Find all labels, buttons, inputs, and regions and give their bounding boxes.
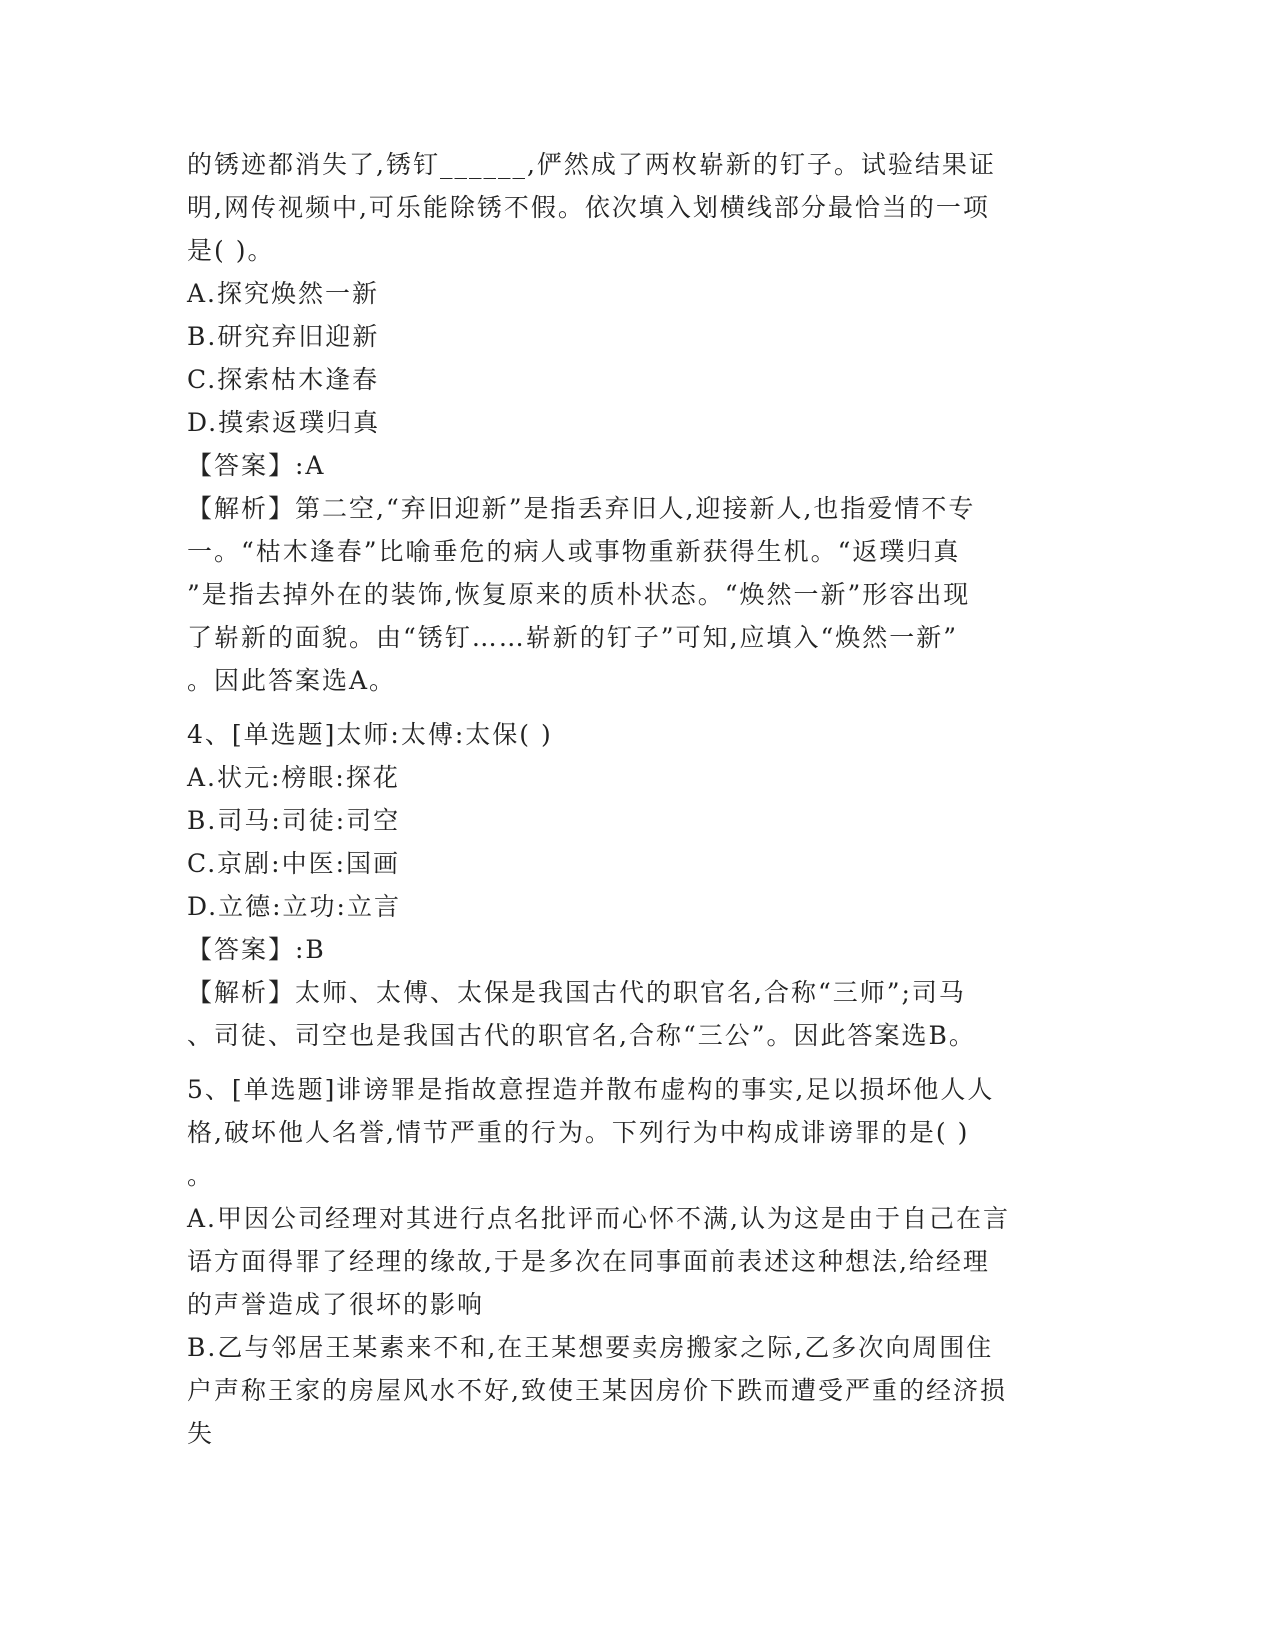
q5-option-a-line: 语方面得罪了经理的缘故,于是多次在同事面前表述这种想法,给经理	[187, 1247, 990, 1276]
q3-analysis-line: 。因此答案选A。	[187, 666, 397, 695]
q3-stem-line: 的锈迹都消失了,锈钉______,俨然成了两枚崭新的钉子。试验结果证	[187, 150, 996, 179]
q3-analysis-line: 了崭新的面貌。由“锈钉……崭新的钉子”可知,应填入“焕然一新”	[187, 623, 959, 652]
q4-analysis-line: 、司徒、司空也是我国古代的职官名,合称“三公”。因此答案选B。	[187, 1021, 976, 1050]
section-gap	[187, 1057, 1067, 1068]
q4-option-a: A.状元:榜眼:探花	[187, 763, 400, 792]
q4-stem-line: 4、[单选题]太师:太傅:太保( )	[187, 720, 553, 749]
q3-analysis-line: 【解析】第二空,“弃旧迎新”是指丢弃旧人,迎接新人,也指爱情不专	[187, 494, 976, 523]
q3-option-b: B.研究弃旧迎新	[187, 322, 380, 351]
q4-option-b: B.司马:司徒:司空	[187, 806, 401, 835]
q4-analysis-line: 【解析】太师、太傅、太保是我国古代的职官名,合称“三师”;司马	[187, 978, 966, 1007]
document-content	[187, 143, 1067, 1455]
q5-stem-line: 格,破坏他人名誉,情节严重的行为。下列行为中构成诽谤罪的是( )	[187, 1118, 970, 1147]
q5-option-a-line: A.甲因公司经理对其进行点名批评而心怀不满,认为这是由于自己在言	[187, 1204, 1010, 1233]
section-gap	[187, 702, 1067, 713]
q5-stem-line: 。	[187, 1161, 215, 1190]
q3-option-c: C.探索枯木逢春	[187, 365, 380, 394]
q3-analysis-line: ”是指去掉外在的装饰,恢复原来的质朴状态。“焕然一新”形容出现	[187, 580, 971, 609]
q3-stem-line: 明,网传视频中,可乐能除锈不假。依次填入划横线部分最恰当的一项	[187, 193, 990, 222]
q5-option-b-line: B.乙与邻居王某素来不和,在王某想要卖房搬家之际,乙多次向周围住	[187, 1333, 994, 1362]
q4-answer: 【答案】:B	[187, 935, 326, 964]
q3-stem-line: 是( )。	[187, 236, 275, 265]
q5-stem-line: 5、[单选题]诽谤罪是指故意捏造并散布虚构的事实,足以损坏他人人	[187, 1075, 995, 1104]
q5-option-a-line: 的声誉造成了很坏的影响	[187, 1290, 485, 1319]
q3-option-a: A.探究焕然一新	[187, 279, 380, 308]
q3-answer: 【答案】:A	[187, 451, 326, 480]
q5-option-b-line: 失	[187, 1419, 215, 1448]
q5-option-b-line: 户声称王家的房屋风水不好,致使王某因房价下跌而遭受严重的经济损	[187, 1376, 1007, 1405]
q3-option-d: D.摸索返璞归真	[187, 408, 381, 437]
q4-option-d: D.立德:立功:立言	[187, 892, 401, 921]
q4-option-c: C.京剧:中医:国画	[187, 849, 401, 878]
q3-analysis-line: 一。“枯木逢春”比喻垂危的病人或事物重新获得生机。“返璞归真	[187, 537, 961, 566]
